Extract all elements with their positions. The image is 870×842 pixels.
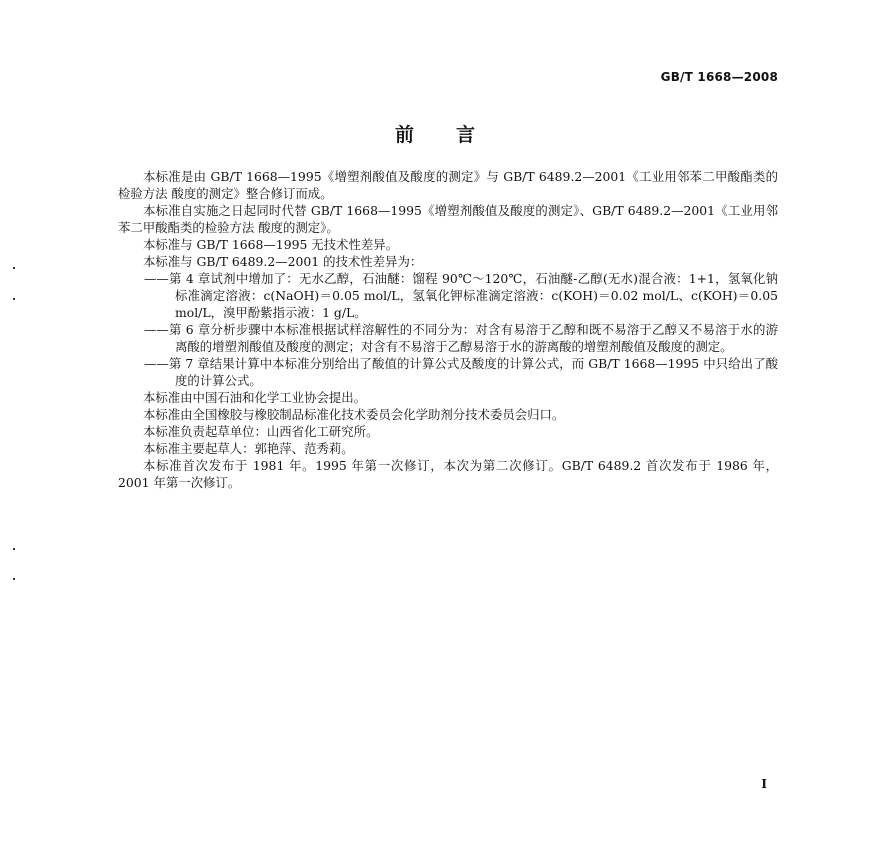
paragraph: 本标准自实施之日起同时代替 GB/T 1668—1995《增塑剂酸值及酸度的测定》、GB/T 6489.2—2001《工业用邻苯二甲酸酯类的检验方法 酸度的测定》。 xyxy=(118,203,778,235)
list-item: ——第 6 章分析步骤中本标准根据试样溶解性的不同分为：对含有易溶于乙醇和既不易溶于乙醇又不易溶于水的游离酸的增塑剂酸值及酸度的测定；对含有不易溶于乙醇易溶于水的游离酸的增塑剂酸值及酸度的测定。 xyxy=(144,322,778,354)
paragraph: 本标准由中国石油和化学工业协会提出。 xyxy=(143,390,367,405)
paragraph: 本标准主要起草人：郭艳萍、范秀莉。 xyxy=(143,441,354,456)
paragraph: 本标准首次发布于 1981 年。1995 年第一次修订，本次为第二次修订。GB/T 6489.2 首次发布于 1986 年，2001 年第一次修订。 xyxy=(118,458,778,490)
scan-mark xyxy=(13,267,15,269)
foreword-body xyxy=(118,168,778,491)
paragraph: 本标准负责起草单位：山西省化工研究所。 xyxy=(143,424,379,439)
standard-number: GB/T 1668—2008 xyxy=(660,70,778,84)
scan-mark xyxy=(13,548,15,550)
paragraph: 本标准由全国橡胶与橡胶制品标准化技术委员会化学助剂分技术委员会归口。 xyxy=(143,407,565,422)
paragraph: 本标准与 GB/T 1668—1995 无技术性差异。 xyxy=(143,237,399,252)
page-title: 前言 xyxy=(394,124,517,146)
paragraph: 本标准与 GB/T 6489.2—2001 的技术性差异为： xyxy=(143,254,423,269)
scan-mark xyxy=(13,578,15,580)
list-item: ——第 4 章试剂中增加了：无水乙醇，石油醚：馏程 90℃～120℃，石油醚-乙醇(无水)混合液：1+1，氢氧化钠标准滴定溶液：c(NaOH)＝0.05 mol/L，氢氧化钾标准滴定溶液：c(KOH)＝0.02 mol/L、c(KOH)＝0.05 mol/L，溴甲酚紫指示液：1 g/L。 xyxy=(144,271,778,320)
page-number: I xyxy=(761,777,767,791)
list-item: ——第 7 章结果计算中本标准分别给出了酸值的计算公式及酸度的计算公式，而 GB/T 1668—1995 中只给出了酸度的计算公式。 xyxy=(144,356,778,388)
paragraph: 本标准是由 GB/T 1668—1995《增塑剂酸值及酸度的测定》与 GB/T 6489.2—2001《工业用邻苯二甲酸酯类的检验方法 酸度的测定》整合修订而成。 xyxy=(118,169,778,201)
scan-mark xyxy=(13,298,15,300)
